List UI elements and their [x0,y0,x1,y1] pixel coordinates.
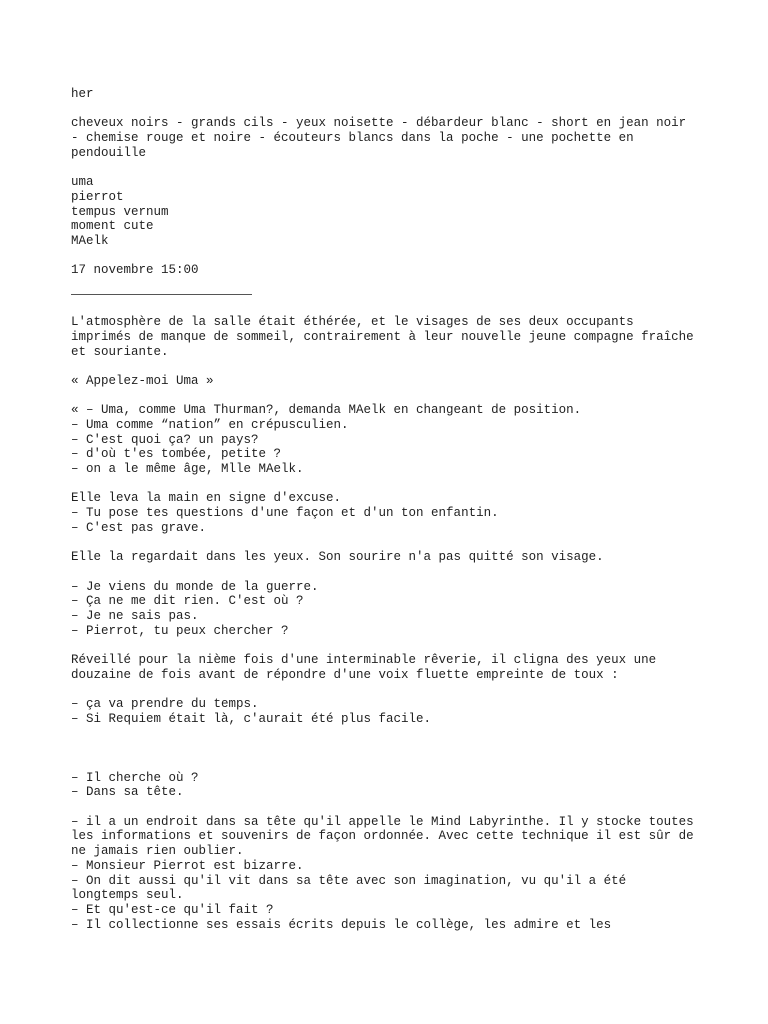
dialogue-line: – on a le même âge, Mlle MAelk. [71,462,304,477]
dialogue-line: – Je viens du monde de la guerre. [71,579,319,594]
paragraph [71,315,711,359]
document-page [71,87,711,947]
text-line: Elle la regardait dans les yeux. Son sourire n'a pas quitté son visage. [71,550,604,565]
dialogue-block [71,697,711,726]
text-line: et souriante. [71,344,169,359]
tag-item: tempus vernum [71,204,169,219]
dialogue-line: les informations et souvenirs de façon ordonnée. Avec cette technique il est sûr de [71,829,694,844]
dialogue-line: – Dans sa tête. [71,785,184,800]
text-line: imprimés de manque de sommeil, contrairement à leur nouvelle jeune compagne fraîche [71,329,694,344]
description-line: cheveux noirs - grands cils - yeux noisette - débardeur blanc - short en jean noir [71,116,687,131]
dialogue-line: – Et qu'est-ce qu'il fait ? [71,902,274,917]
character-description [71,116,711,160]
document-title-block [71,87,711,102]
description-line: - chemise rouge et noire - écouteurs blancs dans la poche - une pochette en [71,131,634,146]
tag-item: pierrot [71,189,124,204]
dialogue-line: – Monsieur Pierrot est bizarre. [71,858,304,873]
dialogue-line: – Pierrot, tu peux chercher ? [71,623,289,638]
dialogue-line: « – Uma, comme Uma Thurman?, demanda MAelk en changeant de position. [71,403,582,418]
dialogue-line: – Je ne sais pas. [71,609,199,624]
tag-item: uma [71,175,94,190]
date-block [71,263,711,278]
text-line: Elle leva la main en signe d'excuse. [71,491,342,506]
document-title: her [71,87,94,101]
paragraph [71,550,711,565]
dialogue-block [71,771,711,800]
dialogue-line: – C'est quoi ça? un pays? [71,432,259,447]
paragraph [71,653,711,682]
description-line: pendouille [71,145,147,160]
dialogue-line: longtemps seul. [71,888,184,903]
dialogue-block [71,491,711,535]
text-line: « Appelez-moi Uma » [71,373,214,388]
dialogue-line: – Tu pose tes questions d'une façon et d'un ton enfantin. [71,506,499,521]
text-line: douzaine de fois avant de répondre d'une voix fluette empreinte de toux : [71,667,619,682]
dialogue-line: – C'est pas grave. [71,520,207,535]
tag-list [71,175,711,249]
tag-item: moment cute [71,219,154,234]
blank-space [71,727,711,771]
paragraph [71,374,711,389]
dialogue-line: – d'où t'es tombée, petite ? [71,447,282,462]
dialogue-block [71,580,711,639]
dialogue-line: – ça va prendre du temps. [71,697,259,712]
dialogue-line: – Si Requiem était là, c'aurait été plus facile. [71,711,432,726]
dialogue-line: – Il collectionne ses essais écrits depuis le collège, les admire et les [71,917,612,932]
document-date: 17 novembre 15:00 [71,263,199,278]
dialogue-block [71,815,711,933]
dialogue-line: – il a un endroit dans sa tête qu'il appelle le Mind Labyrinthe. Il y stocke toutes [71,814,694,829]
dialogue-line: – Il cherche où ? [71,770,199,785]
dialogue-line: – Ça ne me dit rien. C'est où ? [71,594,304,609]
dialogue-line: – Uma comme “nation” en crépusculien. [71,417,349,432]
text-line: L'atmosphère de la salle était éthérée, et le visages de ses deux occupants [71,315,634,330]
dialogue-block [71,403,711,477]
horizontal-divider [71,294,252,295]
text-line: Réveillé pour la nième fois d'une interminable rêverie, il cligna des yeux une [71,653,657,668]
dialogue-line: – On dit aussi qu'il vit dans sa tête avec son imagination, vu qu'il a été [71,873,627,888]
dialogue-line: ne jamais rien oublier. [71,844,244,859]
tag-item: MAelk [71,234,109,248]
